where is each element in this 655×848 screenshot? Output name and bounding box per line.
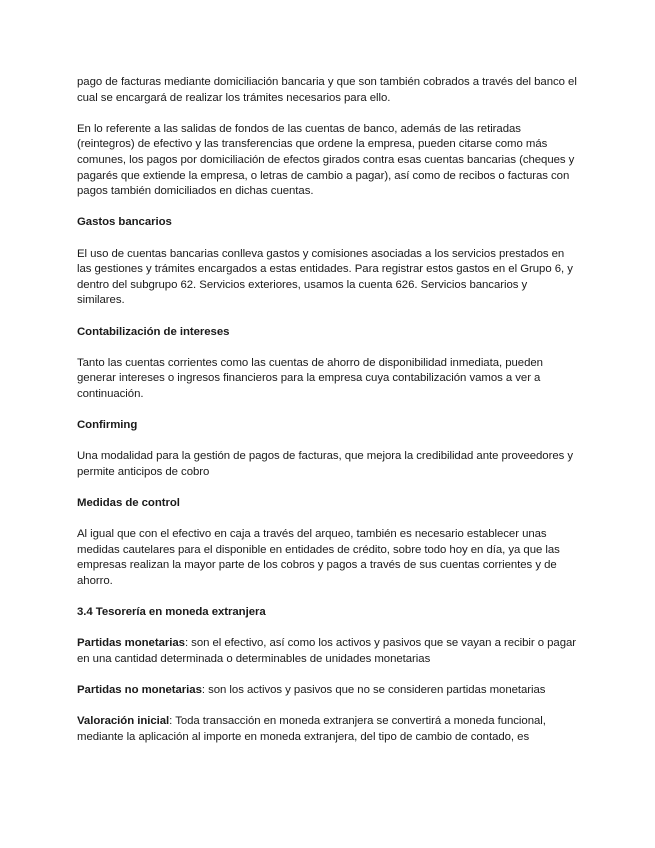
term-label: Partidas no monetarias bbox=[77, 684, 202, 697]
term-definition bbox=[77, 714, 577, 745]
section-heading: Confirming bbox=[77, 419, 138, 432]
document-page bbox=[77, 75, 577, 761]
paragraph: Tanto las cuentas corrientes como las cuentas de ahorro de disponibilidad inmediata, pueden generar intereses o ingresos financieros para la empresa cuya contabilización vamos a ver a continuación. bbox=[77, 356, 543, 400]
paragraph: Una modalidad para la gestión de pagos de facturas, que mejora la credibilidad ante proveedores y permite anticipos de cobro bbox=[77, 450, 574, 478]
term-definition bbox=[77, 683, 577, 699]
term-label: Partidas monetarias bbox=[77, 637, 185, 650]
section-heading: 3.4 Tesorería en moneda extranjera bbox=[77, 606, 266, 619]
paragraph: Al igual que con el efectivo en caja a través del arqueo, también es necesario establecer unas medidas cautelares para el disponible en entidades de crédito, sobre todo hoy en día, ya que las empresas realizan la mayor parte de los cobros y pagos a través de sus cuentas corrientes y de ahorro. bbox=[77, 528, 560, 587]
section-heading: Contabilización de intereses bbox=[77, 325, 230, 338]
term-text: : son el efectivo, así como los activos y pasivos que se vayan a recibir o pagar en una cantidad determinada o determinables de unidades monetarias bbox=[77, 637, 577, 665]
paragraph: pago de facturas mediante domiciliación bancaria y que son también cobrados a través del banco el cual se encargará de realizar los trámites necesarios para ello. bbox=[77, 76, 577, 104]
term-definition bbox=[77, 636, 577, 667]
section-heading: Gastos bancarios bbox=[77, 216, 172, 229]
paragraph: En lo referente a las salidas de fondos de las cuentas de banco, además de las retiradas (reintegros) de efectivo y las transferencias que ordene la empresa, pueden citarse como más comunes, los pagos por domiciliación de efectos girados contra esas cuentas bancarias (cheques y pagarés que extiende la empresa, o letras de cambio a pagar), así como de recibos o facturas con pagos también domiciliados en dichas cuentas. bbox=[77, 122, 575, 198]
section-heading: Medidas de control bbox=[77, 497, 180, 510]
term-text: : Toda transacción en moneda extranjera se convertirá a moneda funcional, mediante la aplicación al importe en moneda extranjera, del tipo de cambio de contado, es bbox=[77, 715, 546, 743]
paragraph: El uso de cuentas bancarias conlleva gastos y comisiones asociadas a los servicios prestados en las gestiones y trámites encargados a estas entidades. Para registrar estos gastos en el Grupo 6, y dentro del subgrupo 62. Servicios exteriores, usamos la cuenta 626. Servicios bancarios y similares. bbox=[77, 247, 573, 307]
term-text: : son los activos y pasivos que no se consideren partidas monetarias bbox=[201, 684, 546, 697]
term-label: Valoración inicial bbox=[77, 715, 170, 728]
